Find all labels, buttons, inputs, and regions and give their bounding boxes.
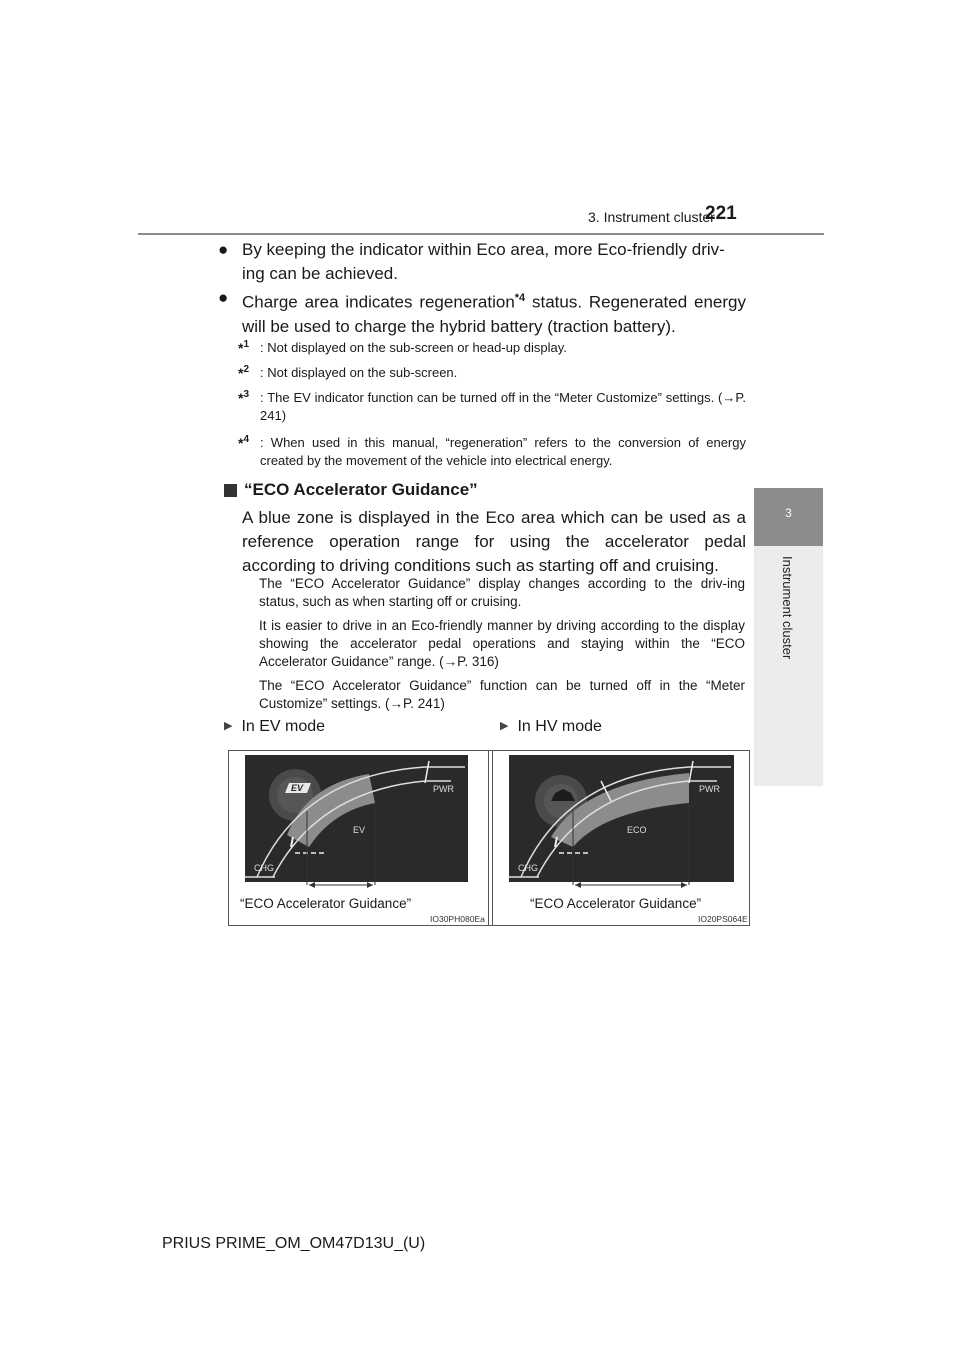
display-background xyxy=(245,755,468,882)
bullet-charge-post: status. Regenerated energy will be used to charge the hybrid battery (traction battery). xyxy=(242,292,746,336)
ev-mode-label: ▶ In EV mode xyxy=(224,718,326,735)
chapter-side-tab xyxy=(754,546,823,786)
ev-figure-caption: “ECO Accelerator Guidance” xyxy=(240,896,412,911)
bullet-dot-icon: ● xyxy=(218,240,229,259)
triangle-right-icon: ▶ xyxy=(500,720,509,732)
eco-zone-label: ECO xyxy=(627,825,647,835)
bullet-charge-footnote-ref: *4 xyxy=(514,292,526,304)
footnote-3 xyxy=(238,389,746,425)
footnote-text: : Not displayed on the sub-screen or head-up display. xyxy=(260,340,567,355)
header-section-title: 3. Instrument cluster xyxy=(588,209,715,225)
section-note-2: It is easier to drive in an Eco-friendly manner by driving according to the display showing the accelerator pedal operations and staying within the “ECO Accelerator Guidance” range. (→P. 316) xyxy=(259,618,745,669)
section-square-icon xyxy=(224,484,237,497)
bullet-eco-line2: ing can be achieved. xyxy=(242,264,398,283)
section-note-1: The “ECO Accelerator Guidance” display changes according to the driv-ing status, such as when starting off or cruising. xyxy=(259,576,745,609)
header-divider xyxy=(138,233,824,235)
ev-image-code: IO30PH080Ea xyxy=(430,914,485,924)
section-note-3: The “ECO Accelerator Guidance” function can be turned off in the “Meter Customize” settings. (→P. 241) xyxy=(259,678,745,711)
bullet-eco-line1: By keeping the indicator within Eco area, more Eco-friendly driv- xyxy=(242,240,725,259)
hv-figure-caption: “ECO Accelerator Guidance” xyxy=(530,896,702,911)
section-heading: “ECO Accelerator Guidance” xyxy=(244,480,478,499)
section-body: A blue zone is displayed in the Eco area which can be used as a reference operation range for using the accelerator pedal according to driving conditions such as starting off and cruising. xyxy=(242,508,746,575)
footnote-4 xyxy=(238,434,746,470)
footnote-text: : Not displayed on the sub-screen. xyxy=(260,365,458,380)
footnote-mark: *$^3$ xyxy=(238,389,250,406)
bullet-charge-pre: Charge area indicates regeneration xyxy=(242,292,515,312)
chg-label: CHG xyxy=(518,863,538,873)
chapter-number-tab: 3 xyxy=(754,488,823,546)
document-code: PRIUS PRIME_OM_OM47D13U_(U) xyxy=(162,1235,426,1252)
hv-image-code: IO20PS064E xyxy=(698,914,748,924)
triangle-right-icon: ▶ xyxy=(224,720,233,732)
ev-badge-text: EV xyxy=(291,783,304,793)
footnote-text: : When used in this manual, “regeneration” refers to the conversion of energy created by the movement of the vehicle into electrical energy. xyxy=(260,435,746,468)
pwr-label: PWR xyxy=(433,784,454,794)
footnote-mark: *$^2$ xyxy=(238,364,250,381)
footnote-1 xyxy=(238,339,746,357)
chg-label: CHG xyxy=(254,863,274,873)
page-number: 221 xyxy=(705,203,737,224)
bullet-charge-area xyxy=(218,286,746,339)
bullet-dot-icon: ● xyxy=(218,288,229,307)
bullet-eco-area xyxy=(218,238,746,286)
chapter-title-label: Instrument cluster xyxy=(780,556,795,660)
hv-mode-label: ▶ In HV mode xyxy=(500,718,602,735)
footnote-text: : The EV indicator function can be turned off in the “Meter Customize” settings. (→P. 241) xyxy=(260,390,746,423)
footnote-2 xyxy=(238,364,746,382)
footnote-mark: *$^4$ xyxy=(238,434,250,451)
ev-zone-label: EV xyxy=(353,825,366,835)
footnote-mark: *$^1$ xyxy=(238,339,250,356)
pwr-label: PWR xyxy=(699,784,720,794)
